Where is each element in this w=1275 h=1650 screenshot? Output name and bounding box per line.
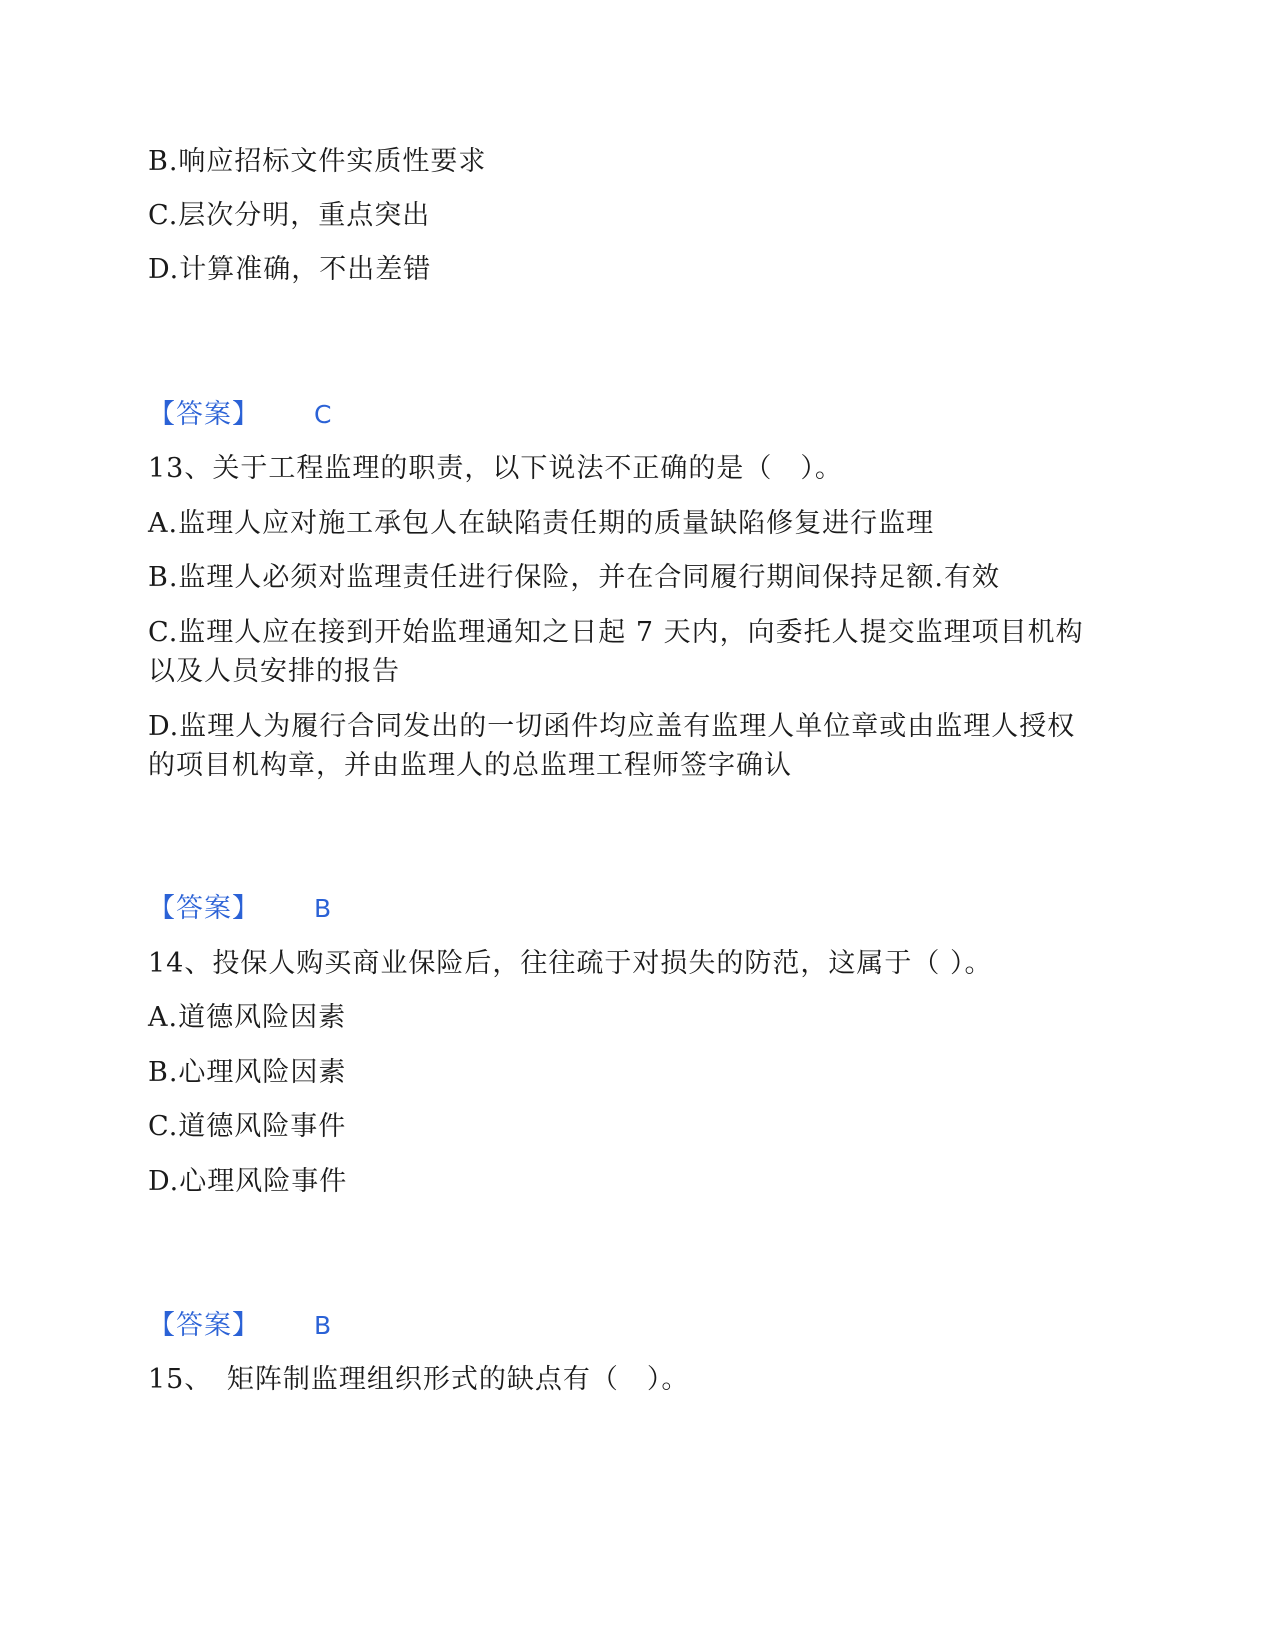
q15-question: 15、 矩阵制监理组织形式的缺点有（ ）。 (148, 1364, 690, 1395)
q12-option-d: D.计算准确，不出差错 (148, 254, 432, 285)
q13-option-d-line2: 的项目机构章，并由监理人的总监理工程师签字确认 (148, 750, 792, 781)
q12-option-b: B.响应招标文件实质性要求 (148, 146, 487, 177)
q14-option-d: D.心理风险事件 (148, 1166, 348, 1197)
q13-answer (148, 889, 332, 929)
q13-option-c-line1: C.监理人应在接到开始监理通知之日起 7 天内，向委托人提交监理项目机构 (148, 617, 1084, 648)
q14-option-b: B.心理风险因素 (148, 1057, 347, 1088)
answer-value: C (314, 400, 333, 429)
q13-option-d-line1: D.监理人为履行合同发出的一切函件均应盖有监理人单位章或由监理人授权 (148, 711, 1076, 742)
answer-label: 【答案】 (148, 1310, 260, 1341)
answer-value: B (314, 1311, 333, 1340)
q13-option-b: B.监理人必须对监理责任进行保险，并在合同履行期间保持足额.有效 (148, 562, 1001, 593)
q14-answer (148, 1306, 332, 1346)
answer-label: 【答案】 (148, 893, 260, 924)
answer-label: 【答案】 (148, 399, 260, 430)
q12-answer (148, 395, 332, 435)
q14-question: 14、投保人购买商业保险后，往往疏于对损失的防范，这属于（ ）。 (148, 948, 993, 979)
q12-option-c: C.层次分明，重点突出 (148, 200, 431, 231)
q14-option-a: A.道德风险因素 (148, 1002, 347, 1033)
q14-option-c: C.道德风险事件 (148, 1111, 347, 1142)
q13-option-c-line2: 以及人员安排的报告 (148, 656, 400, 687)
q13-option-a: A.监理人应对施工承包人在缺陷责任期的质量缺陷修复进行监理 (148, 508, 935, 539)
answer-value: B (314, 894, 333, 923)
q13-question: 13、关于工程监理的职责，以下说法不正确的是（ ）。 (148, 453, 843, 484)
